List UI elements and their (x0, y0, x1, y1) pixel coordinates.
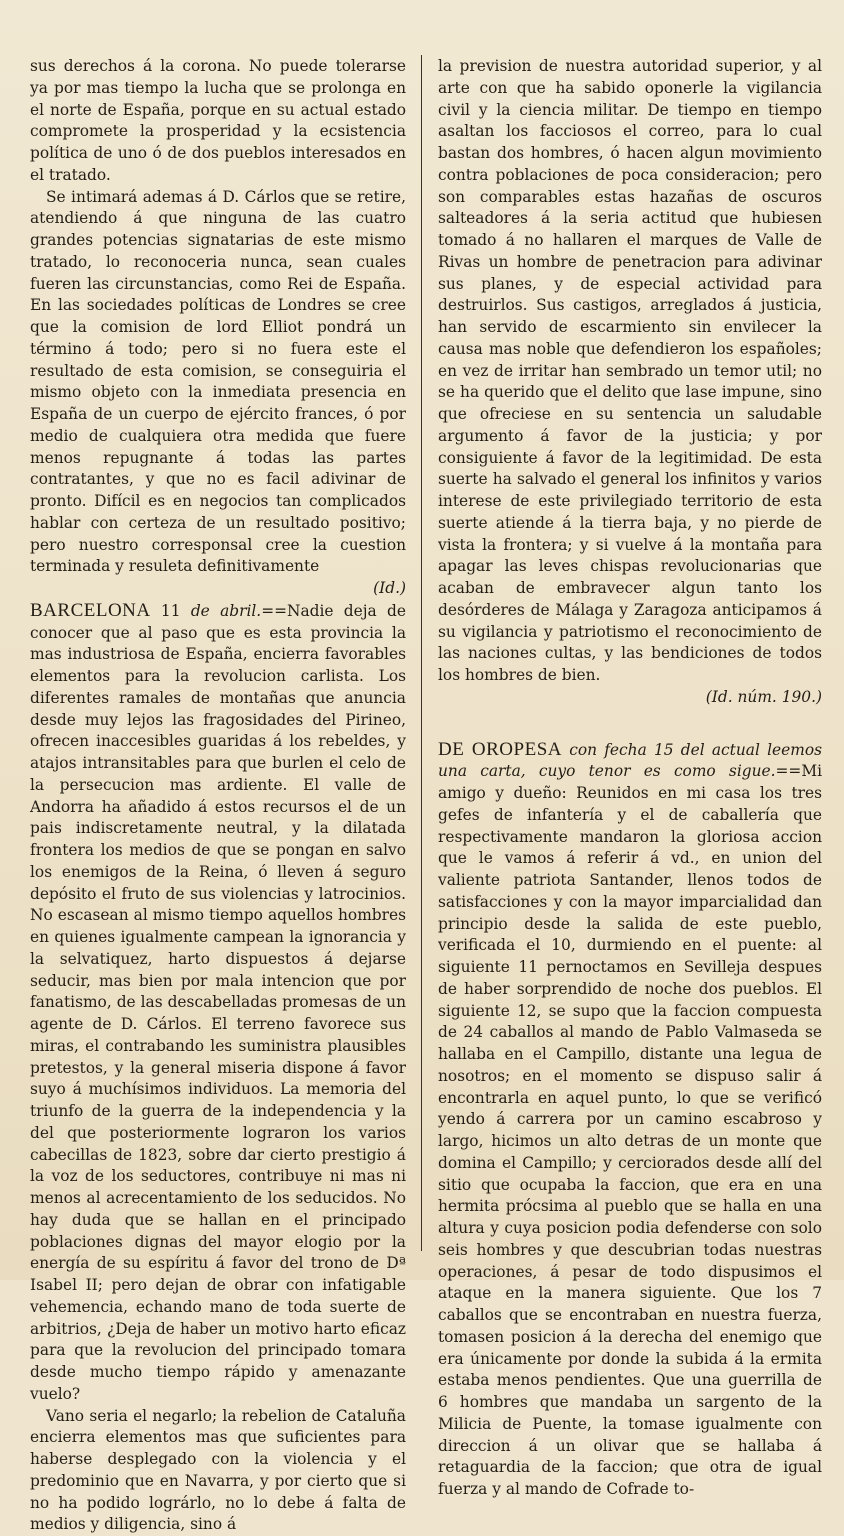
left-column (30, 56, 406, 1536)
article-gap (438, 709, 822, 739)
oropesa-dash: == (776, 762, 802, 780)
oropesa-intro: con fecha 15 del actual leemos una carta, cuyo tenor es como sigue. (438, 741, 822, 781)
date-month: de abril. (191, 602, 261, 620)
barcelona-text: Nadie deja de conocer que al paso que es esta provincia la mas industriosa de España, encierra favorables elementos para la revolucion carlista. Los diferentes ramales de montañas que anuncia desde muy lejos las fragosidades del Pirineo, ofrecen inaccesibles guaridas á los rebeldes, y atajos intransitables para que burlen el celo de la persecucion mas ardiente. El valle de Andorra ha añadido á estos recursos el de un pais indiscretamente neutral, y la dilatada frontera los medios de que se pongan en salvo los enemigos de la Reina, ó lleven á seguro depósito el fruto de sus violencias y latrocinios. No escasean al mismo tiempo aquellos hombres en quienes igualmente campean la ignorancia y la selvatiquez, harto dispuestos á dejarse seducir, mas bien por mala intencion que por fanatismo, de las descabelladas promesas de un agente de D. Cárlos. El terreno favorece sus miras, el contrabando les suministra plausibles pretestos, y la general miseria dispone á favor suyo á muchísimos individuos. La memoria del triunfo de la guerra de la independencia y la del que posteriormente lograron los varios cabecillas de 1823, sobre dar cierto prestigio á la voz de los seductores, contribuye ni mas ni menos al acrecentamiento de los seducidos. No hay duda que se hallan en el principado poblaciones dignas del mayor elogio por la energía de su espíritu á favor del trono de Dª Isabel II; pero dejan de obrar con infatigable vehemencia, echando mano de toda suerte de arbitrios, ¿Deja de haber un motivo harto eficaz para que la revolucion del principado tomara desde mucho tiempo rápido y amenazante vuelo? (30, 602, 406, 1403)
oropesa-text: Mi amigo y dueño: Reunidos en mi casa los tres gefes de infantería y el de caballería que respectivamente mandaron la gloriosa accion que le vamos á referir á vd., en union del valiente patriota Santander, llenos todos de satisfacciones y con la mayor imparcialidad dan principio desde la salida de este pueblo, verificada el 10, durmiendo en el puente: al siguiente 11 pernoctamos en Sevilleja despues de haber sorprendido de noche dos pueblos. El siguiente 12, se supo que la faccion compuesta de 24 caballos al mando de Pablo Valmaseda se hallaba en el Campillo, distante una legua de nosotros; en el momento se dispuso salir á encontrarla en aquel punto, lo que se verificó yendo á carrera por un camino escabroso y largo, hicimos un alto detras de un monte que domina el Campillo; y cerciorados desde allí del sitio que ocupaba la faccion, que era en una hermita prócsima al pueblo que se halla en una altura y cuya posicion podia defenderse con solo seis hombres y que descubrian todas nuestras operaciones, á pesar de todo dispusimos el ataque en la manera siguiente. Que los 7 caballos que se encontraban en nuestra fuerza, tomasen posicion á la derecha del enemigo que era únicamente por donde la subida á la ermita estaba menos pendientes. Que una guerrilla de 6 hombres que mandaba un sargento de la Milicia de Puente, la tomase igualmente con direccion á un olivar que se hallaba á retaguardia de la faccion; que otra de igual fuerza y al mando de Cofrade to- (438, 762, 822, 1498)
source-citation: (Id.) (30, 578, 406, 600)
right-column (438, 56, 822, 1501)
paragraph-intimara: Se intimará ademas á D. Cárlos que se retire, atendiendo á que ninguna de las cuatro grandes potencias signatarias de este mismo tratado, lo reconoceria nunca, sean cuales fueren las circunstancias, como Rei de España. En las sociedades políticas de Londres se cree que la comision de lord Elliot pondrá un término á todo; pero si no fuera este el resultado de esta comision, se conseguiria el mismo objeto con la inmediata presencia en España de un cuerpo de ejército frances, ó por medio de cualquiera otra medida que fuere menos repugnante á todas las partes contratantes, y que no es facil adivinar de pronto. Difícil es en negocios tan complicados hablar con certeza de un resultado positivo; pero nuestro corresponsal cree la cuestion terminada y resuleta definitivamente (30, 187, 406, 579)
column-divider (421, 55, 422, 1251)
dateline-barcelona: BARCELONA (30, 600, 151, 621)
date-dash: == (261, 602, 287, 620)
dateline-oropesa: DE OROPESA (438, 739, 562, 760)
paragraph-prevision: la prevision de nuestra autoridad superior, y al arte con que ha sabido oponerle la vigilancia civil y la ciencia militar. De tiempo en tiempo asaltan los facciosos el correo, para lo cual bastan dos hombres, ó hacen algun movimiento contra poblaciones de poca consideracion; pero son comparables estas hazañas de oscuros salteadores á la seria actitud que hubiesen tomado á no hallaren el marques de Valle de Rivas un hombre de penetracion para adivinar sus planes, y de especial actividad para destruirlos. Sus castigos, arreglados á justicia, han servido de escarmiento sin envilecer la causa mas noble que defendieron los españoles; en vez de irritar han sembrado un temor util; no se ha querido que el delito que lase impune, sino que ofreciese en su sentencia un saludable argumento á favor de la justicia; y por consiguiente á favor de la legitimidad. De esta suerte ha salvado el general los infinitos y varios interese de este privilegiado territorio de esta suerte atiende á la tierra baja, y no pierde de vista la frontera; y si vuelve á la montaña para apagar las leves chispas revolucionarias que acaban de embravecer algun tanto los desórderes de Málaga y Zaragoza anticipamos á su vigilancia y patriotismo el reconocimiento de las naciones cultas, y las bendiciones de todos los hombres de bien. (438, 56, 822, 687)
source-citation-num: (Id. núm. 190.) (438, 687, 822, 709)
paragraph-vano: Vano seria el negarlo; la rebelion de Cataluña encierra elementos mas que suficientes para haberse desplegado con la violencia y el predominio que en Navarra, y por cierto que si no ha podido lográrlo, no lo debe á falta de medios y diligencia, sino á (30, 1406, 406, 1536)
oropesa-article (438, 739, 822, 1501)
date-day: 11 (161, 602, 181, 620)
barcelona-article (30, 600, 406, 1406)
paragraph-derechos: sus derechos á la corona. No puede tolerarse ya por mas tiempo la lucha que se prolonga en el norte de España, porque en su actual estado compromete la prosperidad y la ecsistencia política de uno ó de dos pueblos interesados en el tratado. (30, 56, 406, 187)
